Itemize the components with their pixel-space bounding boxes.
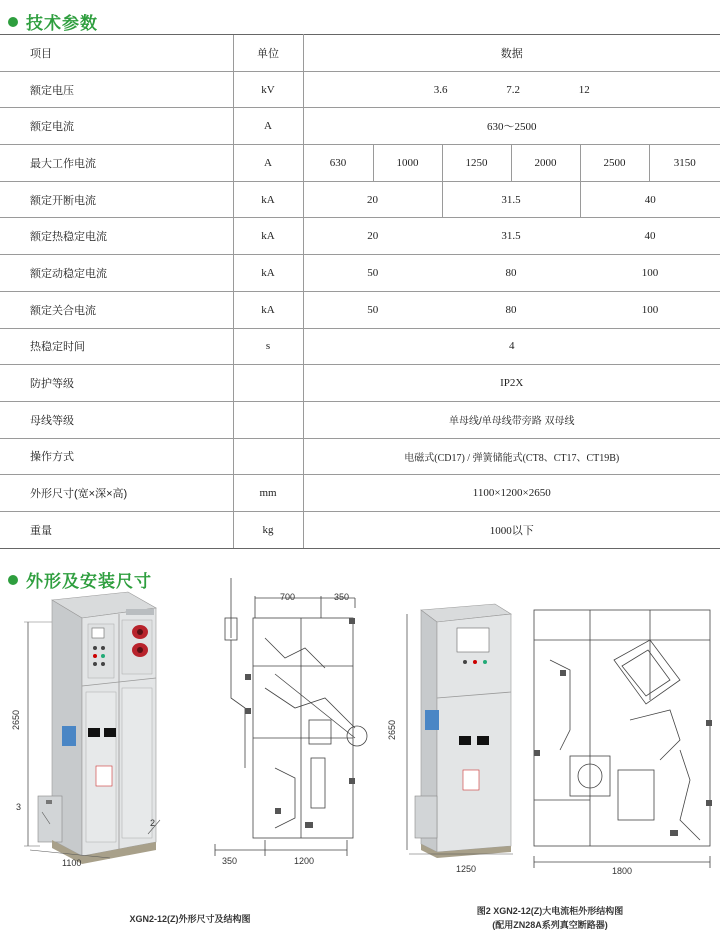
callout-label: 3	[16, 802, 22, 812]
row-value: 100	[580, 255, 720, 292]
row-name: 额定开断电流	[0, 181, 233, 218]
row-name: 额定关合电流	[0, 291, 233, 328]
row-unit	[233, 365, 303, 402]
table-row	[0, 365, 720, 402]
row-name: 热稳定时间	[0, 328, 233, 365]
row-name: 额定电压	[0, 71, 233, 108]
row-value: 40	[580, 181, 720, 218]
row-value: 40	[580, 218, 720, 255]
row-value	[303, 71, 720, 108]
row-value: 1250	[442, 145, 511, 182]
dimension-label: 1200	[294, 856, 315, 866]
header-item: 项目	[0, 35, 233, 72]
row-value: 电磁式(CD17) / 弹簧储能式(CT8、CT17、CT19B)	[303, 438, 720, 475]
row-value: 4	[303, 328, 720, 365]
row-value: 100	[580, 291, 720, 328]
row-value: 单母线/单母线带旁路 双母线	[303, 401, 720, 438]
header-data: 数据	[303, 35, 720, 72]
row-value: 31.5	[442, 218, 580, 255]
height-dimension: 2650	[11, 709, 22, 731]
row-unit: kA	[233, 181, 303, 218]
row-name: 最大工作电流	[0, 145, 233, 182]
dimension-label: 1800	[612, 866, 633, 876]
row-name: 额定热稳定电流	[0, 218, 233, 255]
row-name: 操作方式	[0, 438, 233, 475]
callout-label: 2	[150, 818, 156, 828]
row-name: 外形尺寸(宽×深×高)	[0, 475, 233, 512]
table-row	[0, 255, 720, 292]
table-row	[0, 475, 720, 512]
table-row	[0, 108, 720, 145]
figure-caption: (配用ZN28A系列真空断路器)	[492, 920, 608, 930]
dimension-label: 700	[280, 592, 296, 602]
height-dimension: 2650	[387, 719, 398, 741]
row-value: 2500	[580, 145, 649, 182]
cabinet-photo-1	[10, 588, 210, 878]
table-row	[0, 401, 720, 438]
voltage-value: 3.6	[433, 83, 448, 96]
section-drawing-2	[530, 600, 715, 870]
row-value: 50	[303, 255, 442, 292]
table-row	[0, 71, 720, 108]
dimension-label: 350	[334, 592, 350, 602]
row-name: 防护等级	[0, 365, 233, 402]
row-value: 31.5	[442, 181, 580, 218]
green-bullet-icon	[8, 17, 18, 27]
row-unit: kA	[233, 291, 303, 328]
row-name: 重量	[0, 511, 233, 548]
spec-table	[0, 34, 720, 549]
dimension-label: 350	[222, 856, 238, 866]
width-dimension: 1100	[62, 858, 82, 868]
row-value: 630～2500	[303, 108, 720, 145]
width-dimension: 1250	[456, 864, 477, 874]
figure-caption: XGN2-12(Z)外形尺寸及结构图	[129, 914, 251, 924]
row-unit: A	[233, 108, 303, 145]
row-name: 母线等级	[0, 401, 233, 438]
row-unit: A	[233, 145, 303, 182]
row-unit: kV	[233, 71, 303, 108]
voltage-value: 12	[578, 83, 590, 96]
row-unit: kA	[233, 218, 303, 255]
section-drawing-1	[205, 578, 385, 873]
row-value: IP2X	[303, 365, 720, 402]
table-row	[0, 218, 720, 255]
table-header-row	[0, 35, 720, 72]
row-value: 50	[303, 291, 442, 328]
row-name: 额定电流	[0, 108, 233, 145]
row-unit: s	[233, 328, 303, 365]
row-value: 3150	[649, 145, 720, 182]
row-value: 1000以下	[303, 511, 720, 548]
table-row	[0, 328, 720, 365]
table-row	[0, 181, 720, 218]
row-value: 80	[442, 255, 580, 292]
header-unit: 单位	[233, 35, 303, 72]
row-value: 630	[303, 145, 373, 182]
row-name: 额定动稳定电流	[0, 255, 233, 292]
row-value: 20	[303, 181, 442, 218]
cabinet-photo-2	[395, 600, 535, 862]
row-value: 1000	[373, 145, 442, 182]
row-value: 20	[303, 218, 442, 255]
row-value: 80	[442, 291, 580, 328]
row-value: 2000	[511, 145, 580, 182]
table-row	[0, 511, 720, 548]
section-header-tech	[8, 9, 98, 34]
section-title: 技术参数	[26, 14, 98, 33]
section-title: 外形及安装尺寸	[26, 572, 152, 591]
row-unit	[233, 438, 303, 475]
table-row	[0, 291, 720, 328]
row-unit: kA	[233, 255, 303, 292]
row-unit: kg	[233, 511, 303, 548]
row-value: 1100×1200×2650	[303, 475, 720, 512]
table-row	[0, 145, 720, 182]
voltage-value: 7.2	[506, 83, 520, 96]
row-unit: mm	[233, 475, 303, 512]
table-row	[0, 438, 720, 475]
row-unit	[233, 401, 303, 438]
green-bullet-icon	[8, 575, 18, 585]
figure-caption: 图2 XGN2-12(Z)大电流柜外形结构图	[476, 906, 624, 916]
